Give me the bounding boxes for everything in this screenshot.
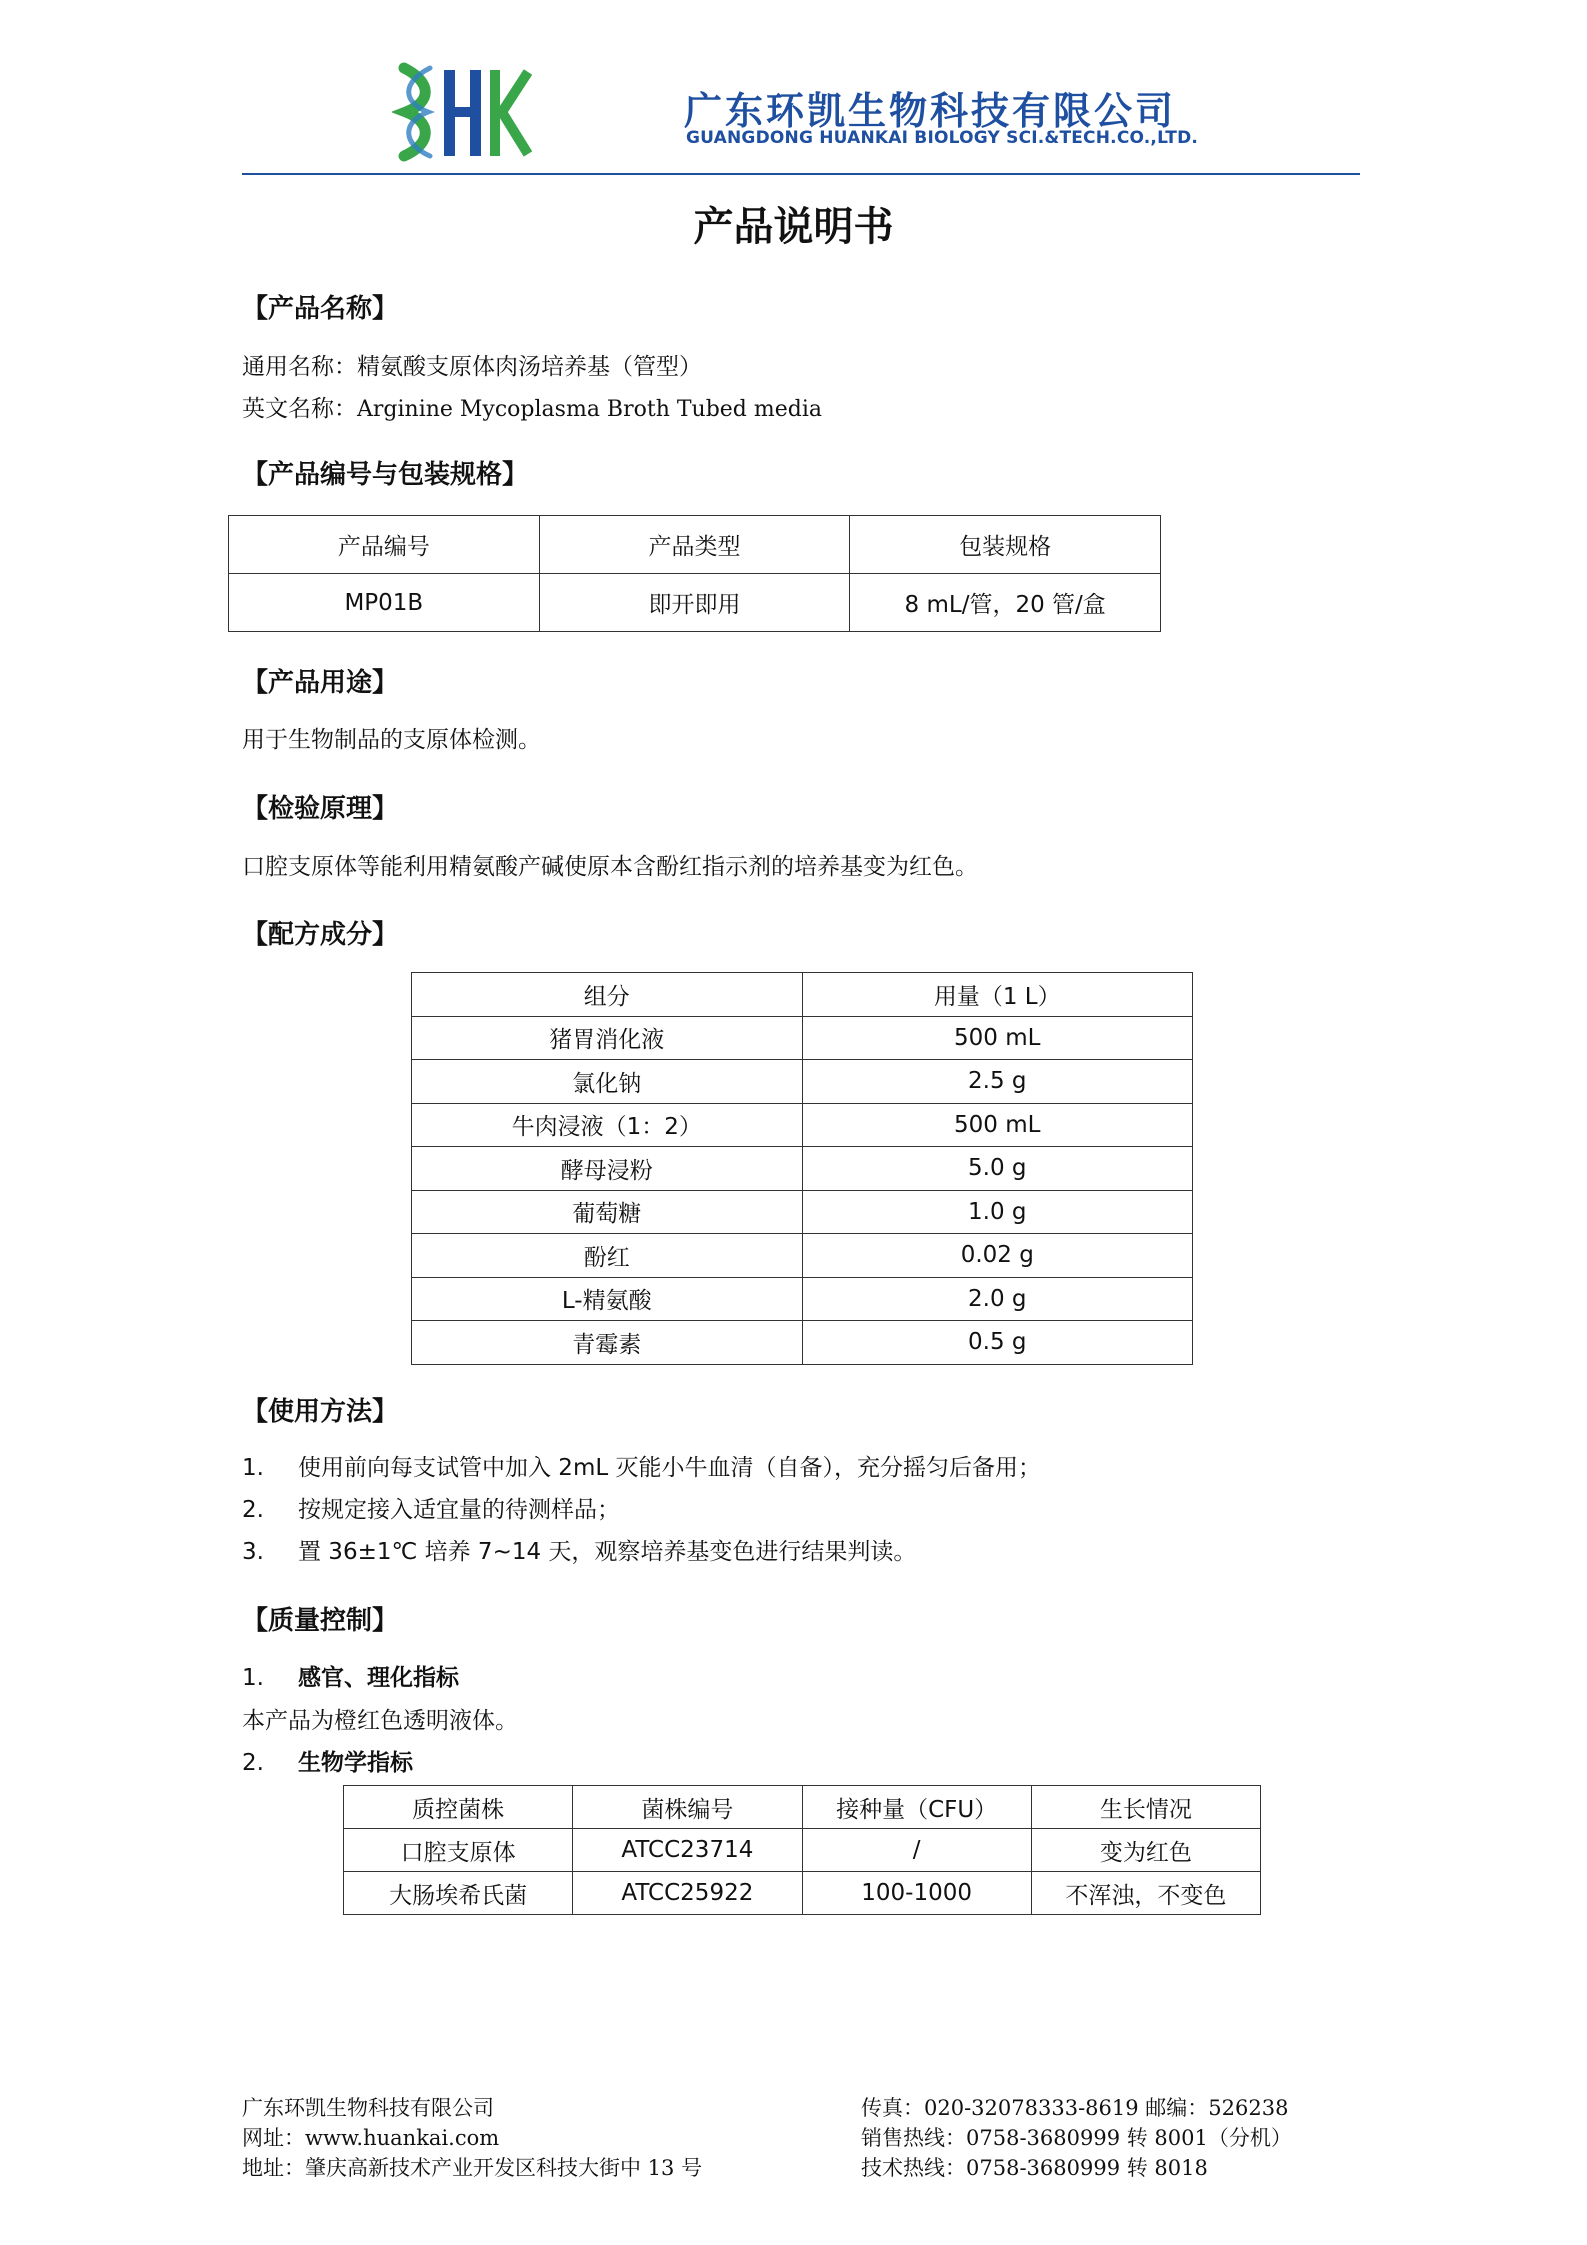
table-cell: 0.5 g <box>802 1321 1193 1365</box>
table-header-row <box>229 516 1161 574</box>
method-step <box>242 1539 916 1567</box>
table-cell: MP01B <box>229 574 540 632</box>
section-title-usage: 【产品用途】 <box>242 668 399 698</box>
table-cell: 酚红 <box>412 1234 803 1278</box>
table-cell: 即开即用 <box>539 574 850 632</box>
qc-item-number: 1. <box>242 1665 264 1691</box>
english-name-line <box>242 396 822 424</box>
company-logo <box>392 62 532 162</box>
table-row <box>412 1190 1193 1234</box>
table-cell: 青霉素 <box>412 1321 803 1365</box>
step-number: 3. <box>242 1539 264 1565</box>
table-header-cell: 组分 <box>412 973 803 1017</box>
footer-sales-hotline: 销售热线：0758-3680999 转 8001（分机） <box>861 2126 1292 2150</box>
table-cell: 1.0 g <box>802 1190 1193 1234</box>
common-name-label: 通用名称： <box>242 354 357 380</box>
table-header-cell: 用量（1 L） <box>802 973 1193 1017</box>
table-cell: 变为红色 <box>1031 1829 1260 1872</box>
qc-item-1-text: 本产品为橙红色透明液体。 <box>242 1708 518 1734</box>
qc-table <box>343 1785 1261 1915</box>
table-row <box>344 1829 1261 1872</box>
table-cell: 0.02 g <box>802 1234 1193 1278</box>
step-number: 2. <box>242 1497 264 1523</box>
qc-item-number: 2. <box>242 1750 264 1776</box>
company-name-en: GUANGDONG HUANKAI BIOLOGY SCI.&TECH.CO.,LTD. <box>686 128 1199 148</box>
common-name-line <box>242 354 702 382</box>
company-name-cn: 广东环凯生物科技有限公司 <box>684 89 1177 133</box>
document-title: 产品说明书 <box>693 204 894 250</box>
english-name-value: Arginine Mycoplasma Broth Tubed media <box>357 397 822 422</box>
logo-k-arms <box>502 72 528 154</box>
table-cell: 2.0 g <box>802 1277 1193 1321</box>
table-row <box>412 1147 1193 1191</box>
step-text: 按规定接入适宜量的待测样品； <box>298 1497 620 1523</box>
table-cell: L-精氨酸 <box>412 1277 803 1321</box>
table-cell: 大肠埃希氏菌 <box>344 1872 573 1915</box>
table-cell: 酵母浸粉 <box>412 1147 803 1191</box>
method-step <box>242 1497 620 1525</box>
footer-company: 广东环凯生物科技有限公司 <box>242 2096 494 2120</box>
table-header-cell: 生长情况 <box>1031 1786 1260 1829</box>
footer-right <box>861 2093 1292 2183</box>
section-title-method: 【使用方法】 <box>242 1397 399 1427</box>
qc-item-title: 生物学指标 <box>298 1750 413 1776</box>
qc-item-title: 感官、理化指标 <box>298 1665 459 1691</box>
table-row <box>412 1234 1193 1278</box>
principle-text: 口腔支原体等能利用精氨酸产碱使原本含酚红指示剂的培养基变为红色。 <box>242 854 978 880</box>
header-divider <box>242 173 1360 175</box>
spec-table <box>228 515 1161 632</box>
table-row <box>412 1103 1193 1147</box>
formula-table <box>411 972 1193 1365</box>
footer-website[interactable]: 网址：www.huankai.com <box>242 2126 500 2150</box>
section-title-formula: 【配方成分】 <box>242 920 399 950</box>
section-title-spec: 【产品编号与包装规格】 <box>242 460 529 490</box>
table-cell: 牛肉浸液（1：2） <box>412 1103 803 1147</box>
table-row <box>412 1060 1193 1104</box>
usage-text: 用于生物制品的支原体检测。 <box>242 727 541 753</box>
step-text: 置 36±1℃ 培养 7~14 天，观察培养基变色进行结果判读。 <box>298 1539 917 1565</box>
method-step <box>242 1455 1041 1483</box>
section-title-qc: 【质量控制】 <box>242 1606 399 1636</box>
table-cell: 2.5 g <box>802 1060 1193 1104</box>
section-title-principle: 【检验原理】 <box>242 794 399 824</box>
table-cell: 口腔支原体 <box>344 1829 573 1872</box>
table-header-cell: 产品类型 <box>539 516 850 574</box>
section-title-product-name: 【产品名称】 <box>242 294 399 324</box>
table-header-cell: 菌株编号 <box>573 1786 802 1829</box>
table-cell: 500 mL <box>802 1016 1193 1060</box>
footer-address: 地址：肇庆高新技术产业开发区科技大街中 13 号 <box>242 2156 703 2180</box>
table-header-cell: 包装规格 <box>850 516 1161 574</box>
table-cell: 5.0 g <box>802 1147 1193 1191</box>
qc-item-2-heading <box>242 1750 413 1778</box>
table-cell: 100-1000 <box>802 1872 1031 1915</box>
table-row <box>412 1016 1193 1060</box>
table-header-row <box>344 1786 1261 1829</box>
table-cell: ATCC25922 <box>573 1872 802 1915</box>
table-cell: 猪胃消化液 <box>412 1016 803 1060</box>
footer-tech-hotline: 技术热线：0758-3680999 转 8018 <box>861 2156 1208 2180</box>
table-row <box>229 574 1161 632</box>
table-cell: / <box>802 1829 1031 1872</box>
qc-item-1-heading <box>242 1665 459 1693</box>
logo-h-bar <box>444 107 481 117</box>
table-cell: 不浑浊，不变色 <box>1031 1872 1260 1915</box>
footer-fax: 传真：020-32078333-8619 邮编：526238 <box>861 2096 1289 2120</box>
table-header-row <box>412 973 1193 1017</box>
table-row <box>344 1872 1261 1915</box>
table-row <box>412 1321 1193 1365</box>
table-header-cell: 产品编号 <box>229 516 540 574</box>
footer-left <box>242 2093 702 2183</box>
step-text: 使用前向每支试管中加入 2mL 灭能小牛血清（自备），充分摇匀后备用； <box>298 1455 1041 1481</box>
table-cell: 500 mL <box>802 1103 1193 1147</box>
table-header-cell: 接种量（CFU） <box>802 1786 1031 1829</box>
common-name-value: 精氨酸支原体肉汤培养基（管型） <box>357 354 702 380</box>
step-number: 1. <box>242 1455 264 1481</box>
table-cell: 8 mL/管，20 管/盒 <box>850 574 1161 632</box>
table-cell: ATCC23714 <box>573 1829 802 1872</box>
table-row <box>412 1277 1193 1321</box>
table-cell: 葡萄糖 <box>412 1190 803 1234</box>
table-header-cell: 质控菌株 <box>344 1786 573 1829</box>
table-cell: 氯化钠 <box>412 1060 803 1104</box>
english-name-label: 英文名称： <box>242 396 357 422</box>
